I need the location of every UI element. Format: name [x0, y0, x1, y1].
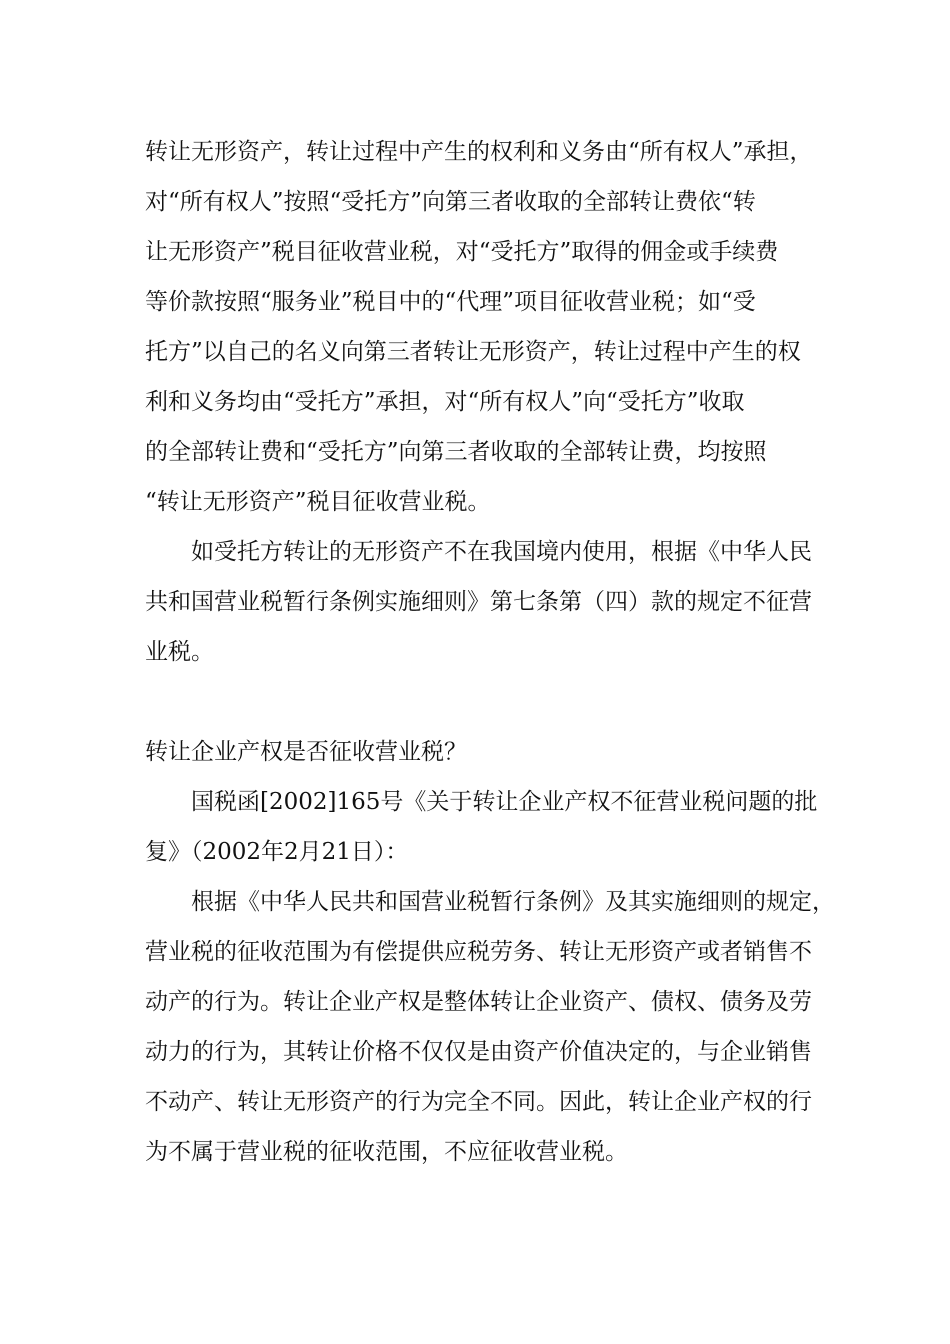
text-line: 业税。: [145, 639, 214, 665]
text-line: 不动产、转让无形资产的行为完全不同。因此，转让企业产权的行: [145, 1089, 812, 1115]
text-line: 复》（2002年2月21日）：: [145, 839, 409, 865]
section-heading: 转让企业产权是否征收营业税？: [145, 739, 467, 765]
text-line: 动产的行为。转让企业产权是整体转让企业资产、债权、债务及劳: [145, 989, 812, 1015]
text-line: 对“所有权人”按照“受托方”向第三者收取的全部转让费依“转: [145, 189, 756, 215]
text-line: 根据《中华人民共和国营业税暂行条例》及其实施细则的规定，: [145, 889, 835, 915]
text-line: 让无形资产”税目征收营业税，对“受托方”取得的佣金或手续费: [145, 239, 779, 265]
text-line: 的全部转让费和“受托方”向第三者收取的全部转让费，均按照: [145, 439, 767, 465]
text-line: 托方”以自己的名义向第三者转让无形资产，转让过程中产生的权: [145, 339, 801, 365]
text-line: 国税函[2002]165号《关于转让企业产权不征营业税问题的批: [145, 789, 818, 815]
text-line: 如受托方转让的无形资产不在我国境内使用，根据《中华人民: [145, 539, 812, 565]
text-line: 等价款按照“服务业”税目中的“代理”项目征收营业税；如“受: [145, 289, 756, 315]
text-line: 营业税的征收范围为有偿提供应税劳务、转让无形资产或者销售不: [145, 939, 812, 965]
text-line: “转让无形资产”税目征收营业税。: [145, 489, 491, 515]
text-line: 共和国营业税暂行条例实施细则》第七条第（四）款的规定不征营: [145, 589, 812, 615]
text-line: 利和义务均由“受托方”承担，对“所有权人”向“受托方”收取: [145, 389, 745, 415]
text-line: 转让无形资产，转让过程中产生的权利和义务由“所有权人”承担，: [145, 139, 813, 165]
text-line: 为不属于营业税的征收范围，不应征收营业税。: [145, 1139, 628, 1165]
text-line: 动力的行为，其转让价格不仅仅是由资产价值决定的，与企业销售: [145, 1039, 812, 1065]
